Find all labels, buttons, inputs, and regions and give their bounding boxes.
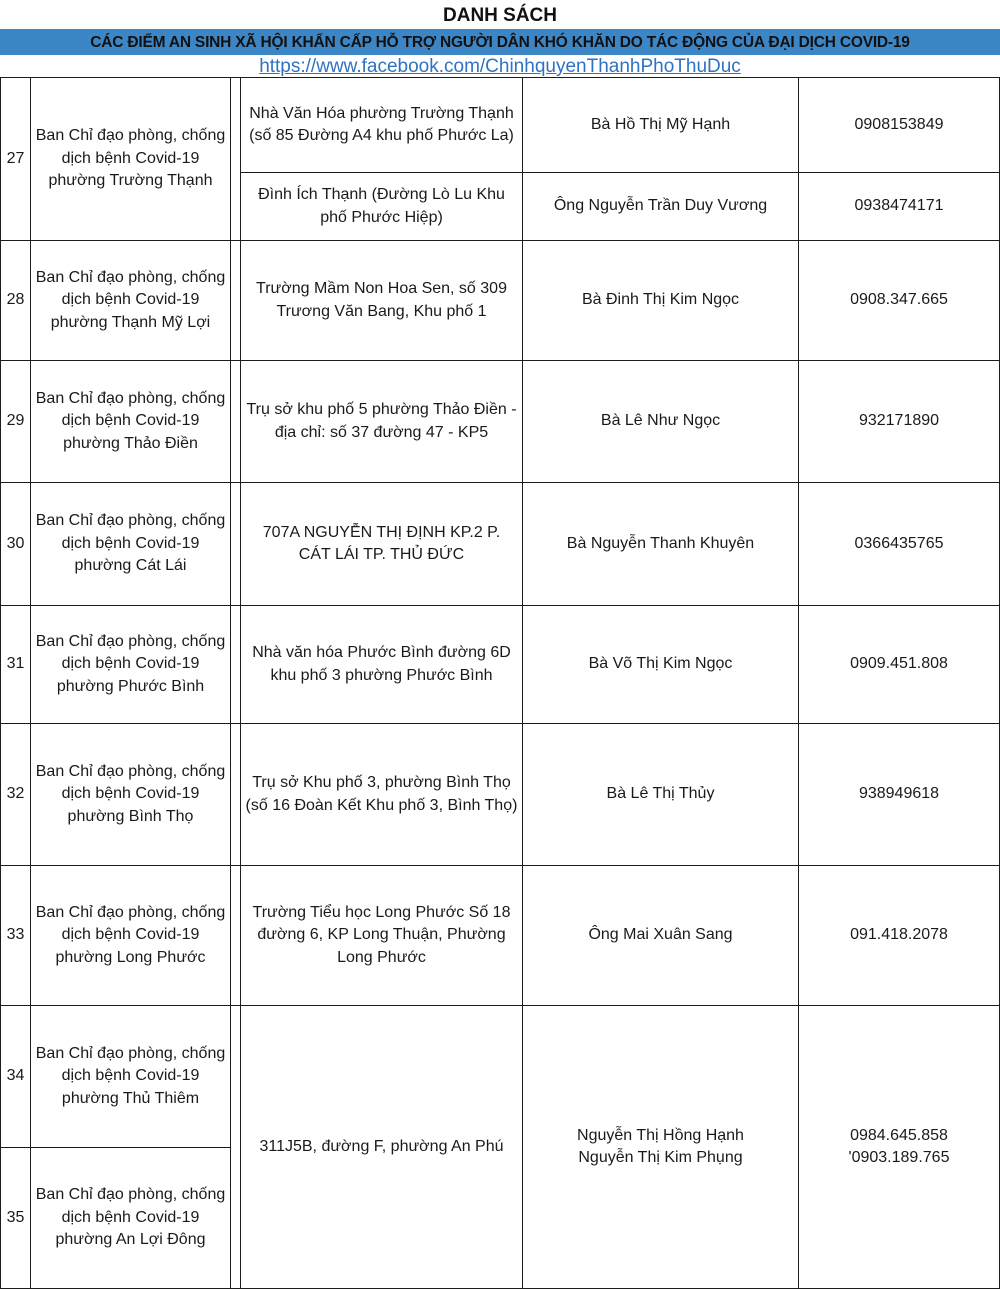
contact-line: Nguyễn Thị Hồng Hạnh	[577, 1126, 744, 1144]
row-number: 32	[1, 724, 31, 866]
address-cell: 707A NGUYỄN THỊ ĐỊNH KP.2 P. CÁT LÁI TP. THỦ ĐỨC	[241, 483, 523, 606]
address-cell: Trụ sở Khu phố 3, phường Bình Thọ (số 16 Đoàn Kết Khu phố 3, Bình Thọ)	[241, 724, 523, 866]
spacer-cell	[231, 78, 241, 241]
address-cell: Trụ sở khu phố 5 phường Thảo Điền - địa chỉ: số 37 đường 47 - KP5	[241, 361, 523, 483]
row-number: 27	[1, 78, 31, 241]
row-number: 30	[1, 483, 31, 606]
organization-cell: Ban Chỉ đạo phòng, chống dịch bệnh Covid-19 phường Bình Thọ	[31, 724, 231, 866]
support-points-table	[0, 77, 1000, 1289]
address-cell: 311J5B, đường F, phường An Phú	[241, 1006, 523, 1289]
phone-cell: 0938474171	[799, 173, 1000, 241]
contact-cell: Bà Đinh Thị Kim Ngọc	[523, 241, 799, 361]
spacer-cell	[231, 241, 241, 361]
row-number: 33	[1, 866, 31, 1006]
organization-cell: Ban Chỉ đạo phòng, chống dịch bệnh Covid-19 phường An Lợi Đông	[31, 1148, 231, 1289]
table-row	[1, 483, 1000, 606]
row-number: 34	[1, 1006, 31, 1148]
organization-cell: Ban Chỉ đạo phòng, chống dịch bệnh Covid-19 phường Thạnh Mỹ Lợi	[31, 241, 231, 361]
contact-cell: Ông Mai Xuân Sang	[523, 866, 799, 1006]
organization-cell: Ban Chỉ đạo phòng, chống dịch bệnh Covid-19 phường Thủ Thiêm	[31, 1006, 231, 1148]
spacer-cell	[231, 361, 241, 483]
contact-cell: Bà Nguyễn Thanh Khuyên	[523, 483, 799, 606]
table-row	[1, 866, 1000, 1006]
phone-cell: 0908.347.665	[799, 241, 1000, 361]
phone-line: '0903.189.765	[848, 1149, 950, 1166]
contact-cell: Bà Hồ Thị Mỹ Hạnh	[523, 78, 799, 173]
contact-cell: Ông Nguyễn Trần Duy Vương	[523, 173, 799, 241]
table-row	[1, 241, 1000, 361]
contact-cell: Bà Lê Thị Thủy	[523, 724, 799, 866]
spacer-cell	[231, 1006, 241, 1289]
facebook-link-row	[0, 55, 1000, 77]
table-row	[1, 361, 1000, 483]
table-row	[1, 78, 1000, 173]
organization-cell: Ban Chỉ đạo phòng, chống dịch bệnh Covid-19 phường Thảo Điền	[31, 361, 231, 483]
address-cell: Trường Mầm Non Hoa Sen, số 309 Trương Văn Bang, Khu phố 1	[241, 241, 523, 361]
contact-cell: Bà Võ Thị Kim Ngọc	[523, 606, 799, 724]
row-number: 29	[1, 361, 31, 483]
phone-cell: 932171890	[799, 361, 1000, 483]
spacer-cell	[231, 866, 241, 1006]
phone-cell	[799, 1006, 1000, 1289]
row-number: 35	[1, 1148, 31, 1289]
phone-cell: 0908153849	[799, 78, 1000, 173]
document-subtitle-banner: CÁC ĐIỂM AN SINH XÃ HỘI KHẨN CẤP HỖ TRỢ NGƯỜI DÂN KHÓ KHĂN DO TÁC ĐỘNG CỦA ĐẠI DỊCH COVID-19	[0, 29, 1000, 55]
phone-cell: 091.418.2078	[799, 866, 1000, 1006]
address-cell: Nhà văn hóa Phước Bình đường 6D khu phố 3 phường Phước Bình	[241, 606, 523, 724]
facebook-link[interactable]: https://www.facebook.com/ChinhquyenThanhPhoThuDuc	[259, 56, 741, 77]
contact-cell	[523, 1006, 799, 1289]
phone-line: 0984.645.858	[850, 1126, 948, 1144]
spacer-cell	[231, 483, 241, 606]
row-number: 31	[1, 606, 31, 724]
spacer-cell	[231, 606, 241, 724]
phone-cell: 0909.451.808	[799, 606, 1000, 724]
organization-cell: Ban Chỉ đạo phòng, chống dịch bệnh Covid-19 phường Phước Bình	[31, 606, 231, 724]
spacer-cell	[231, 724, 241, 866]
organization-cell: Ban Chỉ đạo phòng, chống dịch bệnh Covid-19 phường Cát Lái	[31, 483, 231, 606]
address-cell: Đình Ích Thạnh (Đường Lò Lu Khu phố Phước Hiệp)	[241, 173, 523, 241]
table-row	[1, 606, 1000, 724]
phone-cell: 938949618	[799, 724, 1000, 866]
contact-cell: Bà Lê Như Ngọc	[523, 361, 799, 483]
phone-cell: 0366435765	[799, 483, 1000, 606]
organization-cell: Ban Chỉ đạo phòng, chống dịch bệnh Covid-19 phường Long Phước	[31, 866, 231, 1006]
table-row	[1, 724, 1000, 866]
address-cell: Nhà Văn Hóa phường Trường Thạnh (số 85 Đường A4 khu phố Phước La)	[241, 78, 523, 173]
document-title: DANH SÁCH	[443, 5, 557, 26]
organization-cell: Ban Chỉ đạo phòng, chống dịch bệnh Covid-19 phường Trường Thạnh	[31, 78, 231, 241]
contact-line: Nguyễn Thị Kim Phụng	[578, 1149, 743, 1166]
address-cell: Trường Tiểu học Long Phước Số 18 đường 6, KP Long Thuận, Phường Long Phước	[241, 866, 523, 1006]
table-row	[1, 1006, 1000, 1148]
row-number: 28	[1, 241, 31, 361]
